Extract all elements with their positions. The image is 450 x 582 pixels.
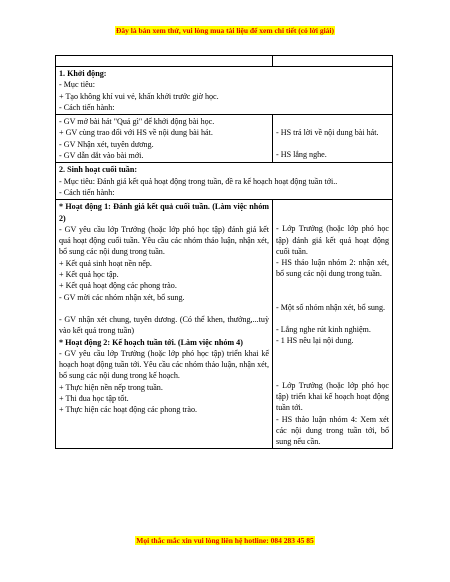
- teacher-line: - GV dẫn dắt vào bài mới.: [59, 151, 144, 161]
- student-line: - Lắng nghe rút kinh nghiệm.: [276, 325, 371, 335]
- section1-intro: [56, 67, 393, 115]
- student-line: - HS trả lời về nội dung bài hát.: [276, 128, 379, 138]
- section2-teacher: [56, 200, 273, 449]
- teacher-line: + Thi đua học tập tốt.: [59, 394, 129, 404]
- section1-line: - Mục tiêu:: [59, 80, 95, 90]
- activity2-title: * Hoạt động 2: Kế hoạch tuần tới. (Làm việc nhóm 4): [59, 337, 243, 347]
- teacher-line: - GV nhận xét chung, tuyên dương. (Có thể khen, thưởng,...tuỳ vào kết quả trong tuần): [59, 314, 269, 336]
- teacher-line: - GV mở bài hát "Quả gì" để khởi động bài học.: [59, 117, 215, 127]
- preview-notice: Đây là bản xem thử, vui lòng mua tài liệu để xem chi tiết (có lời giải): [115, 26, 335, 35]
- section2-title: 2. Sinh hoạt cuối tuần:: [59, 165, 138, 175]
- blank-cell: [273, 56, 393, 67]
- teacher-line: + Kết quả hoạt động các phong trào.: [59, 281, 177, 291]
- teacher-line: - GV yêu cầu lớp Trưởng (hoặc lớp phó học tập) đánh giá kết quả hoạt động cuối tuần. Yêu cầu các nhóm thảo luận, nhận xét, bổ sung các nội dung trong tuần.: [59, 224, 269, 257]
- section1-line: - Cách tiến hành:: [59, 102, 115, 112]
- teacher-line: + Thực hiện nền nếp trong tuần.: [59, 382, 163, 392]
- student-line: - HS thảo luận nhóm 2: nhận xét, bổ sung các nội dung trong tuần.: [276, 258, 389, 279]
- section2-line: - Mục tiêu: Đánh giá kết quả hoạt động trong tuần, đề ra kế hoạch hoạt động tuần tới..: [59, 176, 338, 186]
- activity1-title: * Hoạt động 1: Đánh giá kết quả cuối tuần. (Làm việc nhóm 2): [59, 202, 269, 223]
- student-line: - HS lắng nghe.: [276, 150, 327, 160]
- teacher-line: - GV mời các nhóm nhận xét, bổ sung.: [59, 292, 185, 302]
- section2-line: - Cách tiến hành:: [59, 187, 115, 197]
- section1-title: 1. Khởi động:: [59, 69, 107, 78]
- hotline-notice: Mọi thắc mắc xin vui lòng liên hệ hotline: 084 283 45 85: [136, 536, 314, 545]
- section1-line: + Tạo không khí vui vẻ, khấn khởi trước giờ học.: [59, 91, 219, 101]
- teacher-line: + Kết quả sinh hoạt nền nếp.: [59, 258, 152, 268]
- student-line: - 1 HS nêu lại nội dung.: [276, 336, 354, 346]
- teacher-line: + GV cùng trao đổi với HS về nội dung bài hát.: [59, 128, 213, 138]
- teacher-line: + Thực hiện các hoạt động các phong trào.: [59, 405, 198, 415]
- teacher-line: - GV Nhận xét, tuyên dương.: [59, 139, 154, 149]
- blank-cell: [56, 56, 273, 67]
- student-line: - HS thảo luận nhóm 4: Xem xét các nội dung trong tuần tới, bổ sung nếu cần.: [276, 414, 389, 447]
- student-line: - Lớp Trưởng (hoặc lớp phó học tập) triển khai kế hoạch hoạt động tuần tới.: [276, 380, 389, 413]
- teacher-line: - GV yêu cầu lớp Trưởng (hoặc lớp phó học tập) triển khai kế hoạch hoạt động tuần tới. Yêu cầu các nhóm thảo luận, nhận xét, bổ sung các nội dung trong kế hoạch.: [59, 348, 269, 381]
- student-line: - Một số nhóm nhận xét, bổ sung.: [276, 302, 386, 312]
- section1-student: [273, 115, 393, 163]
- section1-teacher: [56, 115, 273, 163]
- student-line: - Lớp Trưởng (hoặc lớp phó học tập) đánh giá kết quả hoạt động cuối tuần.: [276, 224, 389, 256]
- section2-intro: [56, 163, 393, 200]
- teacher-line: + Kết quả học tập.: [59, 270, 119, 280]
- lesson-plan-table: [55, 55, 393, 449]
- section2-student: [273, 200, 393, 449]
